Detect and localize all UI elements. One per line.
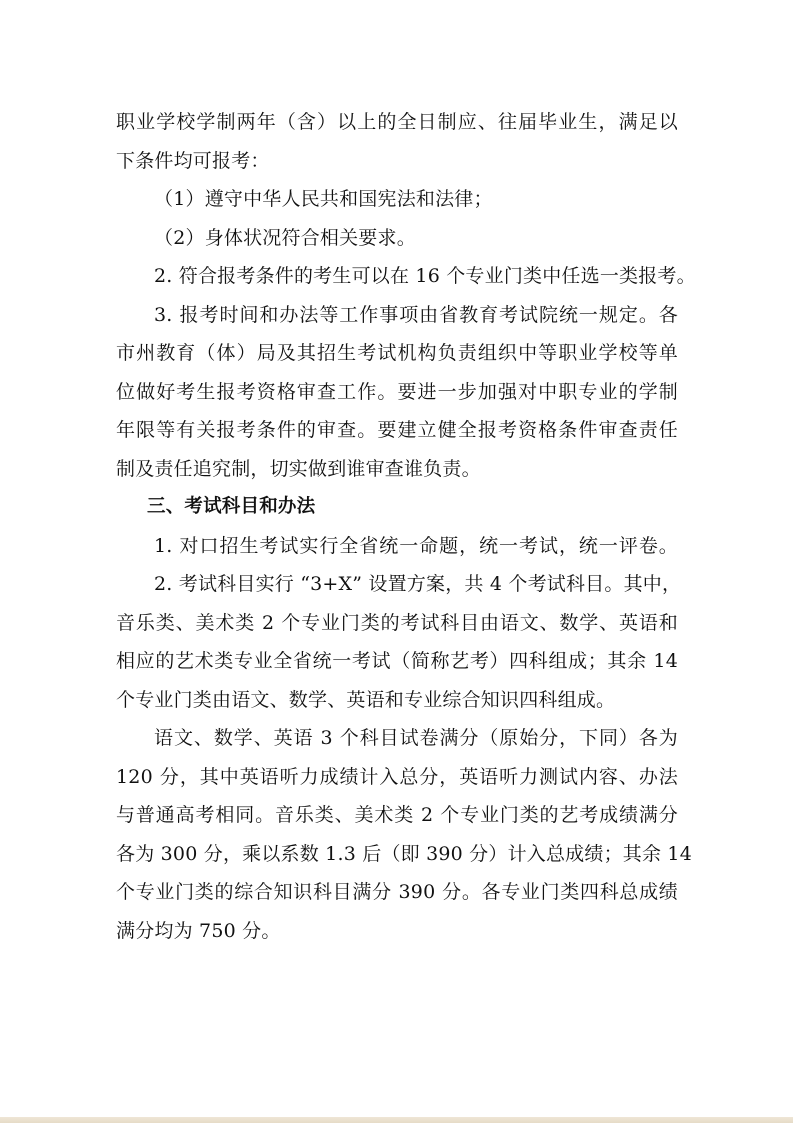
paragraph-line: 与普通高考相同。音乐类、美术类 2 个专业门类的艺考成绩满分	[116, 804, 678, 826]
page-bottom-edge	[0, 1117, 793, 1123]
paragraph-line: 120 分，其中英语听力成绩计入总分，英语听力测试内容、办法	[116, 765, 678, 788]
paragraph-line: 2. 考试科目实行 “3+X” 设置方案，共 4 个考试科目。其中，	[154, 573, 682, 595]
paragraph-line: 职业学校学制两年（含）以上的全日制应、往届毕业生，满足以	[116, 111, 678, 133]
paragraph-line: 个专业门类的综合知识科目满分 390 分。各专业门类四科总成绩	[116, 881, 678, 903]
paragraph-line: 市州教育（体）局及其招生考试机构负责组织中等职业学校等单	[116, 342, 678, 364]
paragraph-line: 满分均为 750 分。	[116, 919, 281, 942]
paragraph-line: 位做好考生报考资格审查工作。要进一步加强对中职专业的学制	[116, 380, 678, 403]
paragraph-line: 制及责任追究制，切实做到谁审查谁负责。	[116, 457, 481, 480]
paragraph-line: 3. 报考时间和办法等工作事项由省教育考试院统一规定。各	[154, 303, 678, 326]
paragraph-line: 下条件均可报考：	[116, 149, 270, 172]
paragraph-line: 语文、数学、英语 3 个科目试卷满分（原始分，下同）各为	[154, 727, 678, 749]
list-item-condition-2: （2）身体状况符合相关要求。	[154, 226, 416, 249]
paragraph-line: 个专业门类由语文、数学、英语和专业综合知识四科组成。	[116, 688, 616, 711]
paragraph-line: 2. 符合报考条件的考生可以在 16 个专业门类中任选一类报考。	[154, 265, 696, 287]
paragraph-line: 音乐类、美术类 2 个专业门类的考试科目由语文、数学、英语和	[116, 611, 678, 634]
paragraph-line: 相应的艺术类专业全省统一考试（简称艺考）四科组成；其余 14	[116, 650, 678, 672]
section-heading: 三、考试科目和办法	[147, 496, 316, 517]
document-body	[116, 103, 696, 950]
paragraph-line: 年限等有关报考条件的审查。要建立健全报考资格条件审查责任	[116, 419, 678, 441]
list-item-condition-1: （1）遵守中华人民共和国宪法和法律；	[154, 188, 493, 210]
paragraph-line: 各为 300 分，乘以系数 1.3 后（即 390 分）计入总成绩；其余 14	[116, 842, 693, 865]
paragraph-line: 1. 对口招生考试实行全省统一命题，统一考试，统一评卷。	[154, 534, 678, 557]
